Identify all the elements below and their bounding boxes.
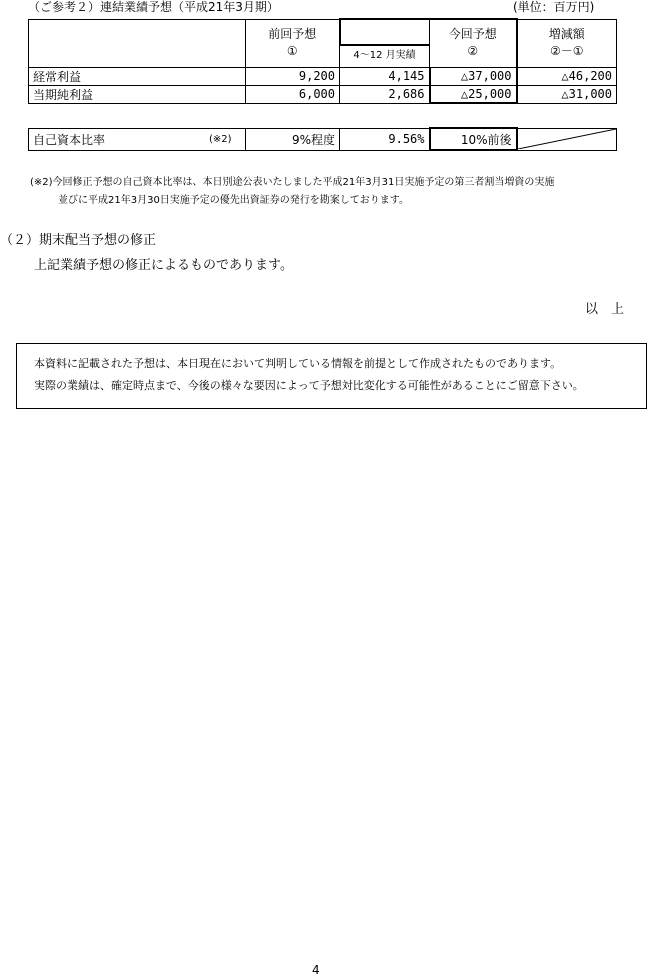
- curr-forecast-header: [430, 19, 517, 67]
- row-label-net-income: 当期純利益: [29, 85, 246, 103]
- footnote-line-2: 並びに平成21年3月30日実施予定の優先出資証券の発行を勘案しております。: [58, 195, 410, 206]
- disclaimer-line-2: 実際の業績は、確定時点まで、今後の様々な要因によって予想対比変化する可能性があることにご留意下さい。: [34, 379, 584, 392]
- page-number: 4: [312, 963, 320, 977]
- unit-label: (単位：百万円): [513, 0, 595, 14]
- earnings-forecast-table: [28, 18, 617, 104]
- equity-ratio-table: [28, 127, 617, 151]
- table-caption: （ご参考２）連結業績予想（平成21年3月期）: [28, 0, 279, 14]
- prev-forecast-header: [246, 19, 340, 67]
- row-label-ordinary-income: 経常利益: [29, 67, 246, 85]
- cell-prev: 6,000: [246, 85, 340, 103]
- diff-sub: ②－①: [549, 44, 584, 58]
- cell-curr: 10%前後: [430, 128, 517, 150]
- cell-diff: △46,200: [517, 67, 617, 85]
- diff-header: [517, 19, 617, 67]
- actual-header: 4～12 月実績: [340, 45, 430, 67]
- actual-header-top: [340, 19, 430, 45]
- equity-ratio-note-ref: (※2): [209, 133, 232, 145]
- footnote-line-1: (※2)今回修正予想の自己資本比率は、本日別途公表いたしました平成21年3月31日実施予定の第三者割当増資の実施: [30, 177, 555, 188]
- equity-ratio-label: 自己資本比率: [33, 132, 106, 147]
- cell-prev: 9,200: [246, 67, 340, 85]
- prev-forecast-title: 前回予想: [268, 27, 317, 41]
- cell-prev: 9%程度: [246, 128, 340, 150]
- section-body: 上記業績予想の修正によるものであります。: [34, 258, 293, 273]
- cell-diff-empty: [517, 128, 617, 150]
- disclaimer-line-1: 本資料に記載された予想は、本日現在において判明している情報を前提として作成されたものであります。: [34, 357, 562, 370]
- cell-actual: 4,145: [340, 67, 430, 85]
- cell-curr: △25,000: [430, 85, 517, 103]
- prev-forecast-num: ①: [286, 44, 298, 58]
- curr-forecast-num: ②: [467, 44, 479, 59]
- cell-diff: △31,000: [517, 85, 617, 103]
- cell-curr: △37,000: [430, 67, 517, 85]
- section-heading: （２）期末配当予想の修正: [0, 233, 157, 248]
- closing-mark: 以 上: [585, 302, 625, 317]
- diff-title: 増減額: [548, 27, 585, 41]
- cell-actual: 2,686: [340, 85, 430, 103]
- equity-ratio-label-cell: [29, 128, 246, 150]
- header-blank-cell: [29, 19, 246, 67]
- cell-actual: 9.56%: [340, 128, 430, 150]
- diagonal-slash: [518, 129, 616, 149]
- curr-forecast-title: 今回予想: [448, 27, 497, 42]
- disclaimer-box: [16, 343, 647, 409]
